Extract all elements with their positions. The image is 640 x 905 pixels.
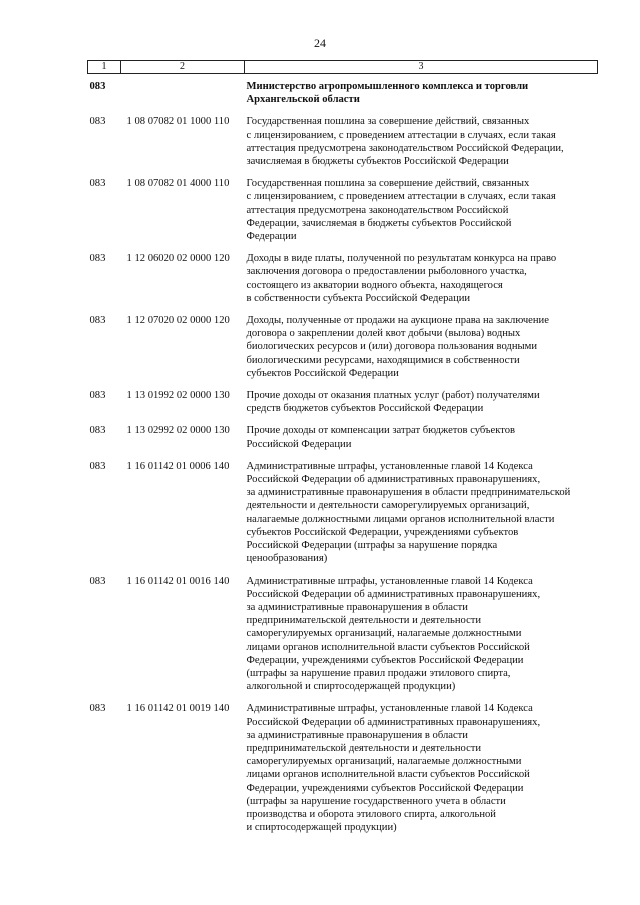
description-line: с лицензированием, с проведением аттестации в случаях, если такая: [246, 129, 556, 141]
income-description-cell: [245, 460, 598, 575]
table-row: [88, 177, 598, 252]
admin-code-cell: 083: [89, 315, 106, 327]
budget-code-cell: 1 13 02992 02 0000 130: [126, 425, 230, 437]
description-line: с лицензированием, с проведением аттестации в случаях, если такая: [246, 191, 556, 203]
admin-code-cell: 083: [89, 703, 106, 715]
page-number: 24: [314, 36, 326, 50]
description-line: за административные правонарушения в области предпринимательской: [246, 487, 571, 499]
description-line: производства и оборота этилового спирта, алкогольной: [246, 808, 496, 820]
income-description-cell: [245, 575, 598, 703]
description-line: Прочие доходы от оказания платных услуг (работ) получателями: [246, 390, 540, 402]
budget-code-cell: 1 12 07020 02 0000 120: [126, 315, 230, 327]
description-line: Доходы в виде платы, полученной по результатам конкурса на право: [246, 253, 557, 265]
table-row: [88, 389, 598, 424]
column-header-1: 1: [88, 61, 121, 74]
table-row: [88, 575, 598, 703]
budget-code-cell: 1 16 01142 01 0019 140: [126, 703, 230, 715]
description-line: налагаемые должностными лицами органов исполнительной власти: [246, 513, 555, 525]
description-line: предпринимательской деятельности и деятельности: [246, 615, 482, 627]
description-line: Административные штрафы, установленные главой 14 Кодекса: [246, 575, 533, 587]
table-header-row: [88, 61, 598, 74]
ministry-row: [88, 80, 598, 115]
table-row: [88, 314, 598, 389]
description-line: за административные правонарушения в области: [246, 601, 468, 613]
description-line: зачисляемая в бюджеты субъектов Российской Федерации: [246, 156, 509, 168]
table-row: [88, 252, 598, 314]
budget-code-cell: 1 16 01142 01 0016 140: [126, 575, 230, 587]
description-line: биологических ресурсов и (или) договора пользования водными: [246, 341, 537, 353]
income-description-cell: [245, 314, 598, 389]
description-line: Федерации, учреждениями субъектов Российской Федерации: [246, 782, 524, 794]
description-line: Федерации, учреждениями субъектов Российской Федерации: [246, 654, 524, 666]
description-line: Прочие доходы от компенсации затрат бюджетов субъектов: [246, 425, 516, 437]
description-line: (штрафы за нарушение правил продажи этилового спирта,: [246, 667, 511, 679]
income-description-cell: [245, 177, 598, 252]
description-line: Федерации: [246, 231, 297, 243]
description-line: в собственности субъекта Российской Федерации: [246, 292, 471, 304]
description-line: Государственная пошлина за совершение действий, связанных: [246, 178, 530, 190]
description-line: Российской Федерации об административных правонарушениях,: [246, 716, 541, 728]
income-description-cell: [245, 424, 598, 459]
description-line: алкогольной и спиртосодержащей продукции): [246, 681, 456, 693]
budget-code-cell: 1 13 01992 02 0000 130: [126, 390, 230, 402]
description-line: биологическими ресурсами, находящимися в собственности: [246, 354, 520, 366]
budget-code-cell: 1 16 01142 01 0006 140: [126, 460, 230, 472]
ministry-admin-code: 083: [89, 81, 106, 92]
description-line: Государственная пошлина за совершение действий, связанных: [246, 116, 530, 128]
description-line: саморегулируемых организаций, налагаемые должностными: [246, 628, 522, 640]
description-line: Административные штрафы, установленные главой 14 Кодекса: [246, 460, 533, 472]
table-row: [88, 424, 598, 459]
description-line: ценообразования): [246, 553, 328, 565]
budget-code-cell: 1 08 07082 01 4000 110: [126, 178, 230, 190]
ministry-name: [245, 80, 598, 115]
admin-code-cell: 083: [89, 116, 106, 128]
column-header-3: 3: [245, 61, 598, 74]
admin-code-cell: 083: [89, 178, 106, 190]
table-row: [88, 115, 598, 177]
description-line: средств бюджетов субъектов Российской Федерации: [246, 403, 484, 415]
income-description-cell: [245, 389, 598, 424]
admin-code-cell: 083: [89, 390, 106, 402]
description-line: деятельности и деятельности саморегулируемых организаций,: [246, 500, 530, 512]
description-line: субъектов Российской Федерации: [246, 367, 399, 379]
income-description-cell: [245, 702, 598, 843]
admin-code-cell: 083: [89, 460, 106, 472]
description-line: Российской Федерации об административных правонарушениях,: [246, 588, 541, 600]
ministry-name-line: Архангельской области: [246, 94, 360, 106]
description-line: Административные штрафы, установленные главой 14 Кодекса: [246, 703, 533, 715]
description-line: договора о закреплении долей квот добычи (вылова) водных: [246, 328, 521, 340]
ministry-code-cell: [121, 80, 245, 115]
income-description-cell: [245, 115, 598, 177]
description-line: Доходы, полученные от продажи на аукционе права на заключение: [246, 315, 549, 327]
description-line: Федерации, зачисляемая в бюджеты субъектов Российской: [246, 217, 512, 229]
budget-code-cell: 1 12 06020 02 0000 120: [126, 253, 230, 265]
description-line: лицами органов исполнительной власти субъектов Российской: [246, 769, 530, 781]
column-header-2: 2: [121, 61, 245, 74]
description-line: субъектов Российской Федерации, учреждениями субъектов: [246, 526, 519, 538]
income-codes-table: [87, 60, 598, 843]
description-line: Российской Федерации (штрафы за нарушение порядка: [246, 540, 498, 552]
description-line: саморегулируемых организаций, налагаемые должностными: [246, 756, 522, 768]
description-line: за административные правонарушения в области: [246, 729, 468, 741]
description-line: состоящего из акватории водного объекта, находящегося: [246, 279, 503, 291]
description-line: (штрафы за нарушение государственного учета в области: [246, 795, 506, 807]
admin-code-cell: 083: [89, 575, 106, 587]
description-line: Российской Федерации об административных правонарушениях,: [246, 474, 541, 486]
description-line: аттестация предусмотрена законодательством Российской Федерации,: [246, 142, 564, 154]
admin-code-cell: 083: [89, 425, 106, 437]
description-line: лицами органов исполнительной власти субъектов Российской: [246, 641, 530, 653]
description-line: предпринимательской деятельности и деятельности: [246, 742, 482, 754]
ministry-name-line: Министерство агропромышленного комплекса и торговли: [246, 81, 529, 92]
description-line: Российской Федерации: [246, 438, 352, 450]
income-description-cell: [245, 252, 598, 314]
budget-code-cell: 1 08 07082 01 1000 110: [126, 116, 230, 128]
admin-code-cell: 083: [89, 253, 106, 265]
table-row: [88, 702, 598, 843]
description-line: и спиртосодержащей продукции): [246, 822, 397, 834]
description-line: заключения договора о предоставлении рыболовного участка,: [246, 266, 527, 278]
table-row: [88, 460, 598, 575]
description-line: аттестация предусмотрена законодательством Российской: [246, 204, 509, 216]
